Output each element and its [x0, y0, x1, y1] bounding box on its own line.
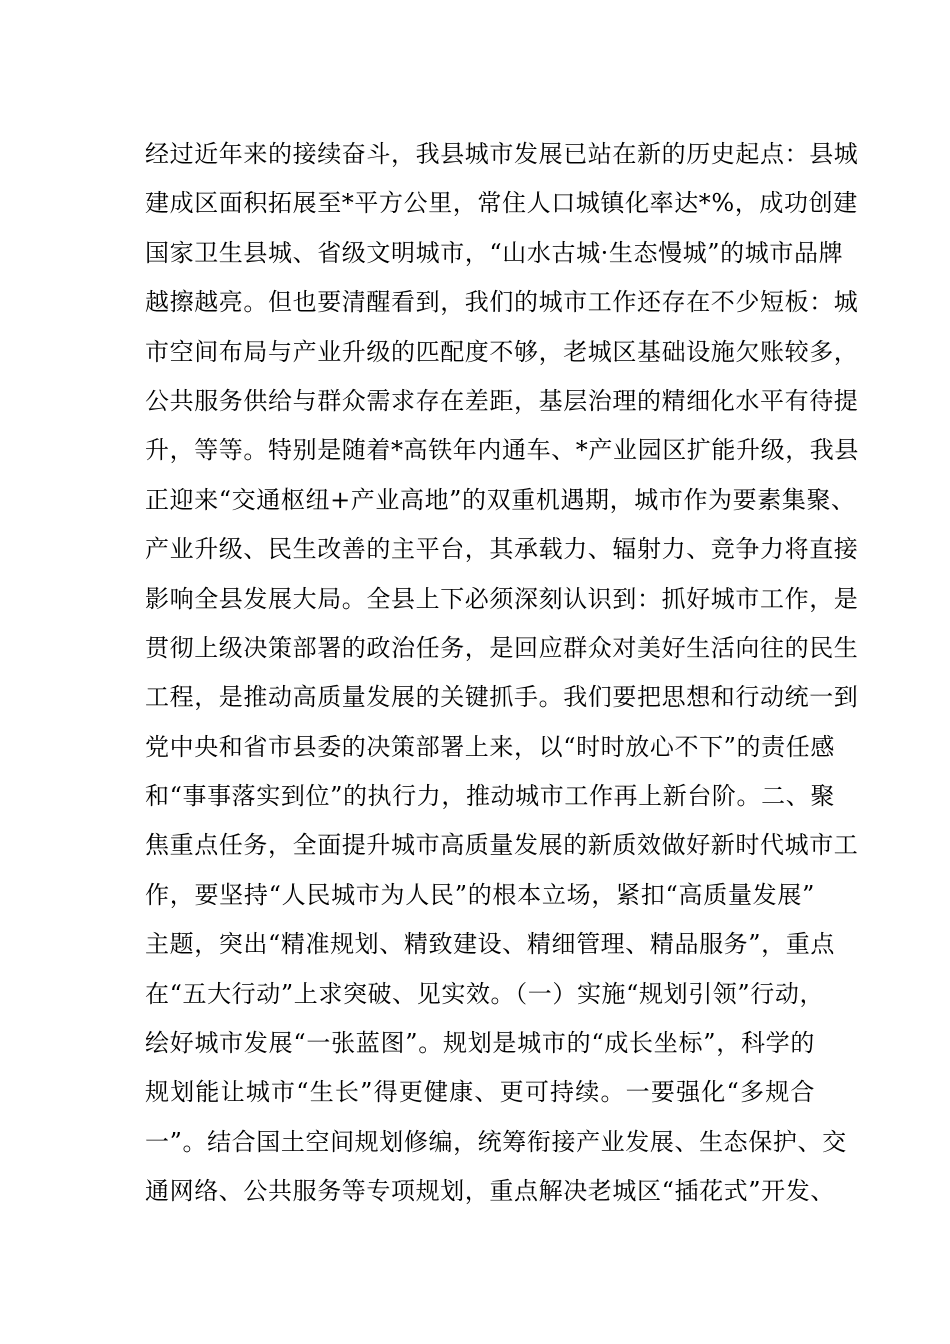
text-line: 建成区面积拓展至*平方公里，常住人口城镇化率达*%，成功创建 — [145, 189, 858, 218]
text-line: 一”。结合国土空间规划修编，统筹衔接产业发展、生态保护、交 — [145, 1127, 847, 1156]
text-line: 市空间布局与产业升级的匹配度不够，老城区基础设施欠账较多， — [145, 337, 859, 366]
text-line: 绘好城市发展“一张蓝图”。规划是城市的“成长坐标”，科学的 — [145, 1029, 815, 1058]
body-text — [145, 134, 859, 1221]
text-line: 通网络、公共服务等专项规划，重点解决老城区“插花式”开发、 — [145, 1177, 835, 1206]
text-line: 公共服务供给与群众需求存在差距，基层治理的精细化水平有待提 — [145, 386, 859, 415]
text-line: 规划能让城市“生长”得更健康、更可持续。一要强化“多规合 — [145, 1078, 815, 1107]
text-line: 越擦越亮。但也要清醒看到，我们的城市工作还存在不少短板：城 — [145, 288, 859, 317]
text-line: 影响全县发展大局。全县上下必须深刻认识到：抓好城市工作，是 — [145, 584, 859, 613]
text-line: 焦重点任务，全面提升城市高质量发展的新质效做好新时代城市工 — [145, 831, 859, 860]
text-line: 主题，突出“精准规划、精致建设、精细管理、精品服务”，重点 — [145, 930, 835, 959]
text-line: 正迎来“交通枢纽+产业高地”的双重机遇期，城市作为要素集聚、 — [145, 485, 856, 514]
text-line: 工程，是推动高质量发展的关键抓手。我们要把思想和行动统一到 — [145, 683, 859, 712]
text-line: 在“五大行动”上求突破、见实效。（一）实施“规划引领”行动， — [145, 979, 825, 1008]
text-line: 升，等等。特别是随着*高铁年内通车、*产业园区扩能升级，我县 — [145, 436, 859, 465]
text-line: 贯彻上级决策部署的政治任务，是回应群众对美好生活向往的民生 — [145, 633, 859, 662]
text-line: 和“事事落实到位”的执行力，推动城市工作再上新台阶。二、聚 — [145, 782, 835, 811]
text-line: 产业升级、民生改善的主平台，其承载力、辐射力、竞争力将直接 — [145, 535, 859, 564]
text-line: 国家卫生县城、省级文明城市，“山水古城·生态慢城”的城市品牌 — [145, 238, 844, 267]
text-line: 经过近年来的接续奋斗，我县城市发展已站在新的历史起点：县城 — [145, 140, 859, 168]
text-line: 党中央和省市县委的决策部署上来，以“时时放心不下”的责任感 — [145, 732, 835, 761]
text-line: 作，要坚持“人民城市为人民”的根本立场，紧扣“高质量发展” — [145, 880, 815, 909]
